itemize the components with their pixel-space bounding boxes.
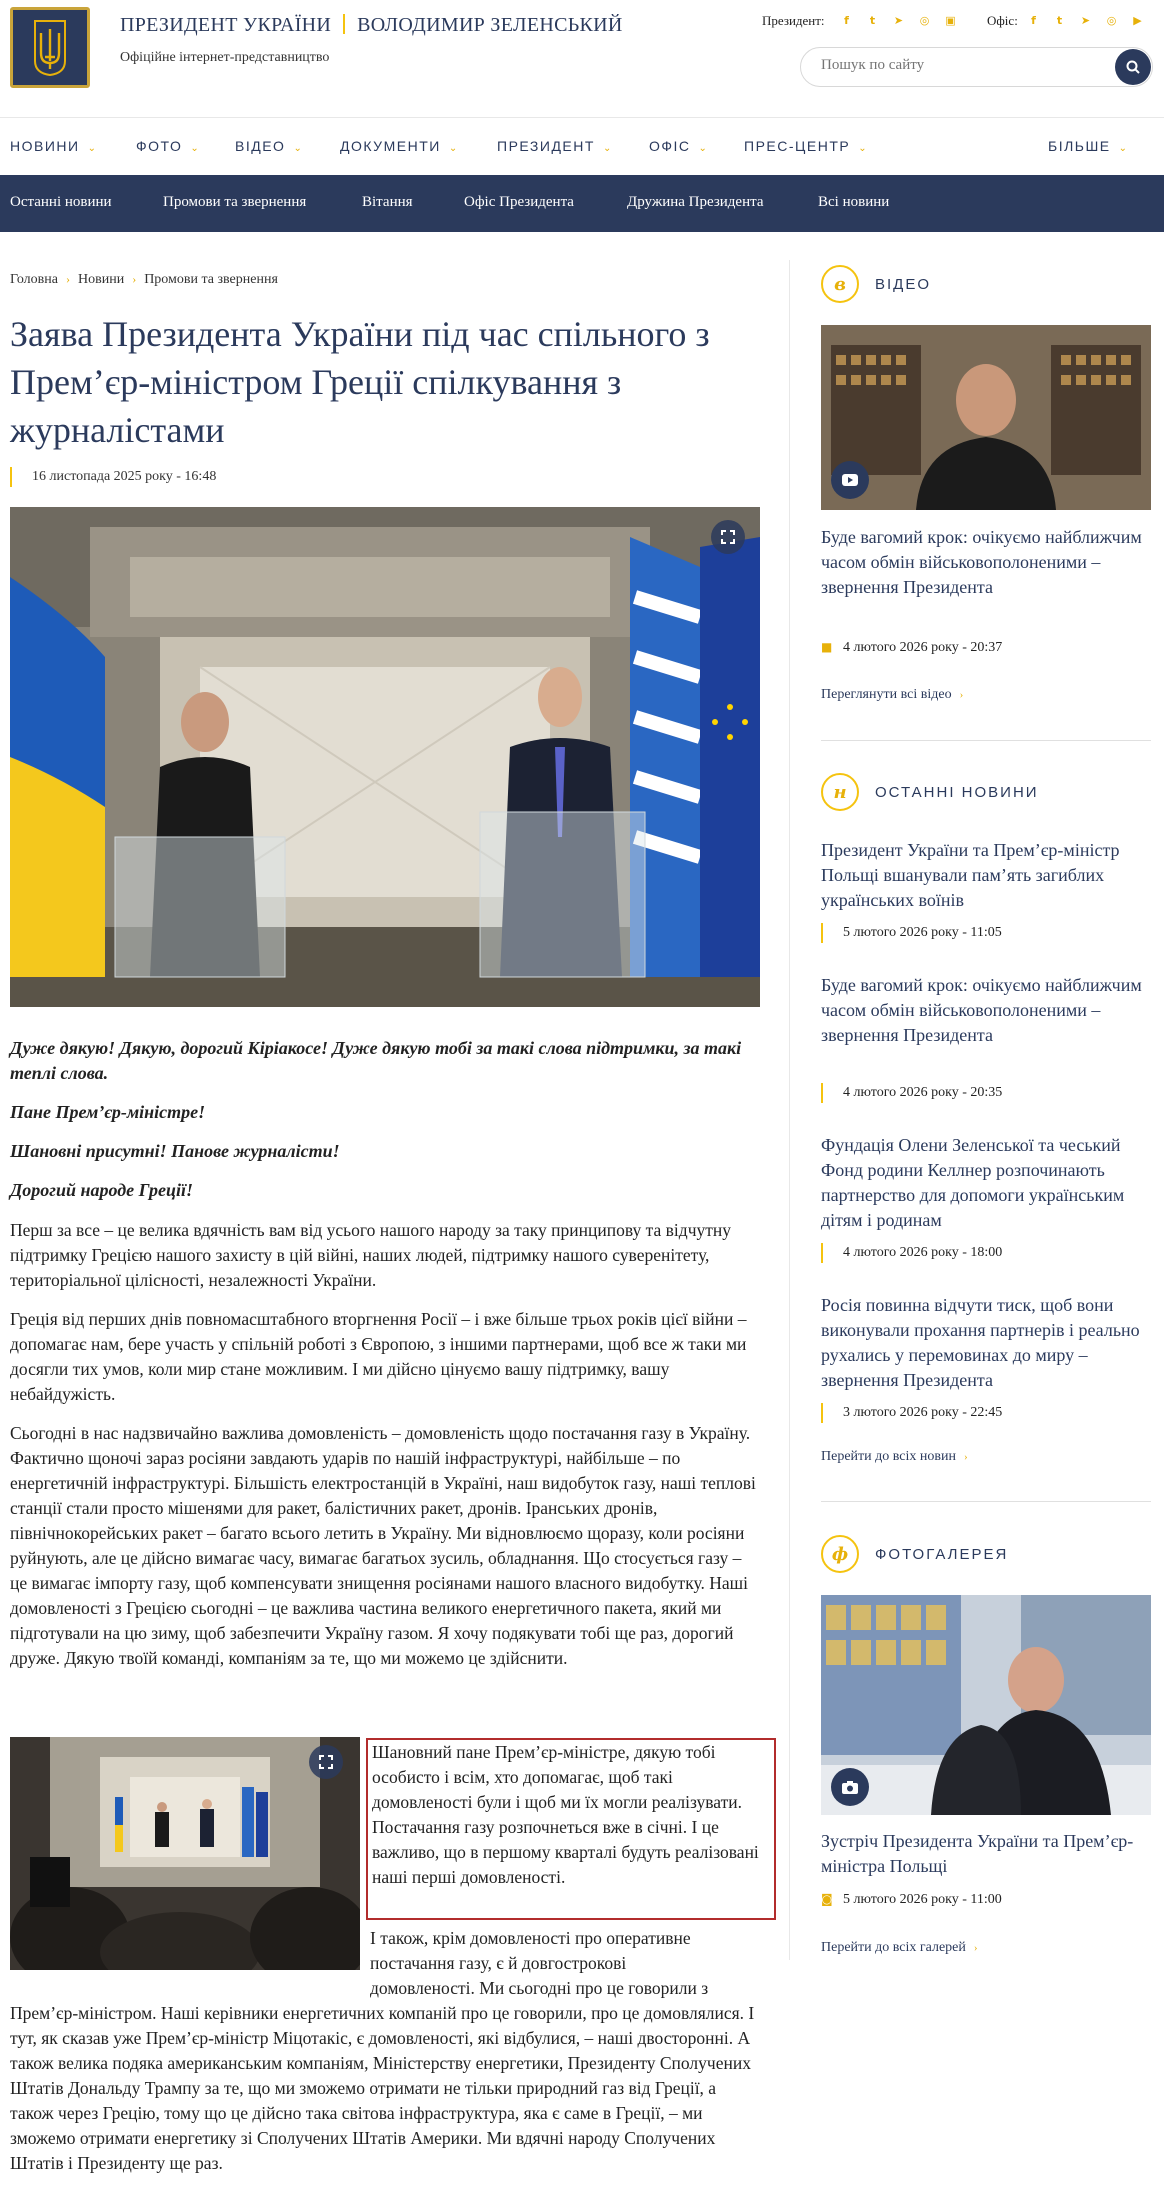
telegram-icon[interactable]: ➤ xyxy=(1080,14,1091,27)
search-bar xyxy=(800,47,1153,87)
sidebar-video-thumbnail[interactable] xyxy=(821,325,1151,510)
facebook-icon[interactable]: f xyxy=(844,14,849,27)
facebook-icon[interactable]: f xyxy=(1031,14,1036,27)
breadcrumb-current[interactable]: Промови та звернення xyxy=(144,272,278,287)
breadcrumb-news[interactable]: Новини xyxy=(77,272,125,287)
chevron-right-icon: › xyxy=(973,1942,978,1954)
article-paragraph: Перш за все – це велика вдячність вам від усього нашого народу за таку принципову та відчутну підтримку Грецією нашого захисту в цій війні, наших людей, підтримку нашого суверенітету, територіальної цілісності, незалежності України. xyxy=(10,1220,732,1290)
sidebar-video-date: ■ 4 лютого 2026 року - 20:37 xyxy=(821,637,1002,657)
breadcrumb-home[interactable]: Головна xyxy=(10,272,58,287)
all-news-link[interactable]: Перейти до всіх новин › xyxy=(821,1449,968,1464)
office-social-label: Офіс: xyxy=(987,13,1018,28)
subnav-first-lady[interactable]: Дружина Президента xyxy=(627,194,764,210)
expand-icon[interactable] xyxy=(711,520,745,554)
lead-address-people: Дорогий народе Греції! xyxy=(10,1180,194,1200)
chevron-right-icon: › xyxy=(959,689,964,701)
sidebar-gallery-heading: ФОТОГАЛЕРЕЯ xyxy=(875,1546,1009,1563)
sidebar-news-heading: ОСТАННІ НОВИНИ xyxy=(875,784,1039,801)
sidebar-news-title[interactable]: Буде вагомий крок: очікуємо найближчим часом обмін військовополоненими – звернення Президента xyxy=(821,975,1142,1045)
sidebar-gallery-date: ◙ 5 лютого 2026 року - 11:00 xyxy=(821,1889,1002,1909)
chevron-down-icon: ⌄ xyxy=(190,143,201,154)
chevron-down-icon: ⌄ xyxy=(602,143,613,154)
video-camera-icon: ■ xyxy=(821,640,833,654)
lead-address-audience: Шановні присутні! Панове журналісти! xyxy=(10,1141,340,1161)
search-icon xyxy=(1126,60,1140,74)
sidebar-gallery-thumbnail[interactable] xyxy=(821,1595,1151,1815)
sidebar-separator xyxy=(821,1501,1151,1502)
youtube-icon[interactable] xyxy=(831,461,869,499)
site-title-right: ВОЛОДИМИР ЗЕЛЕНСЬКИЙ xyxy=(357,14,623,36)
subnav-president-office[interactable]: Офіс Президента xyxy=(464,194,574,210)
instagram-icon[interactable]: ◎ xyxy=(919,14,930,27)
chevron-down-icon: ⌄ xyxy=(858,143,869,154)
twitter-icon[interactable]: t xyxy=(1056,14,1063,27)
site-subtitle: Офіційне інтернет-представництво xyxy=(120,50,330,65)
nav-item-president[interactable]: ПРЕЗИДЕНТ ⌄ xyxy=(497,138,613,154)
nav-item-documents[interactable]: ДОКУМЕНТИ ⌄ xyxy=(340,138,459,154)
video-thumbnail-image xyxy=(821,325,1151,510)
office-social-icons xyxy=(1026,13,1145,28)
coat-of-arms-logo[interactable] xyxy=(10,7,90,88)
sidebar-separator xyxy=(821,740,1151,741)
highlighted-paragraph: Шановний пане Прем’єр-міністре, дякую тобі особисто і всім, хто допомагає, щоб такі домовленості були і щоб ми їх могли реалізувати. Постачання газу розпочнеться вже в січні. І це важливо, що в першому кварталі будуть реалізовані наші перші домовленості. xyxy=(366,1738,776,1920)
site-title-left: ПРЕЗИДЕНТ УКРАЇНИ xyxy=(120,14,332,36)
subnav-latest-news[interactable]: Останні новини xyxy=(10,194,112,210)
chevron-down-icon: ⌄ xyxy=(698,143,709,154)
sidebar-video-title[interactable]: Буде вагомий крок: очікуємо найближчим часом обмін військовополоненими – звернення Президента xyxy=(821,527,1142,597)
article-paragraph: Греція від перших днів повномасштабного вторгнення Росії – і вже більше трьох років цієї війни – допомагає нам, бере участь у спільній роботі з Європою, з іншими партнерами, щоб все ж таки ми досягли тих умов, коли мир стане можливим. І ми дійсно цінуємо вашу підтримку, вашу небайдужість. xyxy=(10,1309,747,1404)
leaders-at-podiums-image xyxy=(10,507,760,1007)
subnav-greetings[interactable]: Вітання xyxy=(362,194,413,210)
video-badge-icon: в xyxy=(821,265,859,303)
chevron-right-icon: › xyxy=(132,272,137,286)
nav-item-news[interactable]: НОВИНИ ⌄ xyxy=(10,138,98,154)
sidebar-news-date: 3 лютого 2026 року - 22:45 xyxy=(821,1403,1002,1423)
sidebar-news-title[interactable]: Фундація Олени Зеленської та чеський Фонд родини Келлнер розпочинають партнерство для допомоги українським дітям і родинам xyxy=(821,1135,1125,1230)
camera-icon[interactable] xyxy=(831,1768,869,1806)
article-paragraph-wrap-line: постачання газу, є й довгострокові xyxy=(370,1953,627,1973)
chevron-down-icon: ⌄ xyxy=(1118,143,1129,154)
expand-icon[interactable] xyxy=(309,1745,343,1779)
search-button[interactable] xyxy=(1115,49,1151,85)
news-badge-icon: н xyxy=(821,773,859,811)
instagram-icon[interactable]: ◎ xyxy=(1106,14,1117,27)
gallery-thumbnail-image xyxy=(821,1595,1151,1815)
article-date: 16 листопада 2025 року - 16:48 xyxy=(10,467,216,487)
subnav-speeches[interactable]: Промови та звернення xyxy=(163,194,307,210)
president-social-icons xyxy=(839,13,958,28)
sub-nav xyxy=(0,175,1164,232)
sidebar-news-title[interactable]: Президент України та Прем’єр-міністр Польщі вшанували пам’ять загиблих українських воїнів xyxy=(821,840,1120,910)
sidebar-news-date: 4 лютого 2026 року - 18:00 xyxy=(821,1243,1002,1263)
main-nav xyxy=(0,118,1164,175)
article-paragraph-wrap-line: домовленості. Ми сьогодні про це говорили з xyxy=(370,1978,709,1998)
press-conference-image xyxy=(10,1737,360,1970)
video-channel-icon[interactable]: ▣ xyxy=(945,14,956,27)
chevron-right-icon: › xyxy=(65,272,70,286)
article-paragraph-wrap-line: І також, крім домовленості про оперативне xyxy=(370,1928,691,1948)
subnav-all-news[interactable]: Всі новини xyxy=(818,194,890,210)
nav-item-press-center[interactable]: ПРЕС-ЦЕНТР ⌄ xyxy=(744,138,869,154)
all-videos-link[interactable]: Переглянути всі відео › xyxy=(821,687,964,702)
telegram-icon[interactable]: ➤ xyxy=(893,14,904,27)
sidebar-news-date: 4 лютого 2026 року - 20:35 xyxy=(821,1083,1002,1103)
sidebar-news-title[interactable]: Росія повинна відчути тиск, щоб вони виконували прохання партнерів і реально рухались у перемовинах до миру – звернення Президента xyxy=(821,1295,1140,1390)
chevron-right-icon: › xyxy=(963,1451,968,1463)
chevron-down-icon: ⌄ xyxy=(87,143,98,154)
article-main-photo[interactable] xyxy=(10,507,760,1007)
youtube-icon[interactable]: ▶ xyxy=(1133,14,1142,27)
president-social-label: Президент: xyxy=(762,13,825,28)
sidebar-gallery-title[interactable]: Зустріч Президента України та Прем’єр-міністра Польщі xyxy=(821,1831,1134,1876)
article-paragraph: Прем’єр-міністром. Наші керівники енергетичних компаній про це говорили, про це домовлялися. І тут, як сказав уже Прем’єр-міністр Міцотакіс, є домовленості, які відбулися, – наші двосторонні. А також велика подяка американським компаніям, Міністерству енергетики, Президенту Сполучених Штатів Дональду Трампу за те, що ми зможемо отримати не тільки природний газ від Греції, а також через Грецію, тому що це дійсно така світова інфраструктура, яка є саме в Греції, – ми зможемо отримати енергетику зі Сполучених Штатів Америки. Ми вдячні народу Сполучених Штатів і Президенту ще раз. xyxy=(10,2003,755,2173)
sidebar-divider xyxy=(789,260,790,1960)
nav-item-more[interactable]: БІЛЬШЕ ⌄ xyxy=(1048,138,1129,154)
twitter-icon[interactable]: t xyxy=(869,14,876,27)
article-paragraph: Сьогодні в нас надзвичайно важлива домовленість – домовленість щодо постачання газу в Україну. Фактично щоночі зараз росіяни завдають ударів по нашій інфраструктурі, найбільше – по енергетичній інфраструктурі. Більшість електростанцій в Україні, наш видобуток газу, наші теплові станції стали просто мішенями для ракет, балістичних ракет, дронів. Іранських дронів, північнокорейських ракет – багато всього летить в Україну. Ми відновлюємо щоразу, коли росіяни руйнують, але це дійсно вимагає часу, вимагає багатьох зусиль, обладнання. Що стосується газу – це вимагає імпорту газу, щоб компенсувати знищення росіянами нашого власного видобутку. Наші домовленості з Грецією сьогодні – це важлива частина великого енергетичного пакета, який ми підготували на цю зиму, щоб забезпечити Україну газом. Я хочу подякувати тобі ще раз, дорогий друже. Дякую твоїй команді, компаніям за те, що ми можемо це здійснити. xyxy=(10,1423,756,1668)
site-header xyxy=(0,0,1164,118)
nav-item-photo[interactable]: ФОТО ⌄ xyxy=(136,138,201,154)
sidebar-news-date: 5 лютого 2026 року - 11:05 xyxy=(821,923,1002,943)
nav-item-office[interactable]: ОФІС ⌄ xyxy=(649,138,709,154)
site-title[interactable] xyxy=(120,14,623,37)
breadcrumb xyxy=(10,272,278,288)
nav-item-video[interactable]: ВІДЕО ⌄ xyxy=(235,138,304,154)
page-title: Заява Президента України під час спільного з Прем’єр-міністром Греції спілкування з журналістами xyxy=(10,314,710,450)
search-input[interactable] xyxy=(821,57,1101,74)
chevron-down-icon: ⌄ xyxy=(293,143,304,154)
sidebar-video-heading: ВІДЕО xyxy=(875,276,932,293)
article-inline-photo[interactable] xyxy=(10,1737,360,1970)
chevron-down-icon: ⌄ xyxy=(448,143,459,154)
lead-greeting: Дуже дякую! Дякую, дорогий Кіріакосе! Дуже дякую тобі за такі слова підтримки, за такі теплі слова. xyxy=(10,1038,742,1083)
lead-address-pm: Пане Прем’єр-міністре! xyxy=(10,1102,206,1122)
gallery-badge-icon: ф xyxy=(821,1535,859,1573)
all-galleries-link[interactable]: Перейти до всіх галерей › xyxy=(821,1940,978,1955)
camera-icon: ◙ xyxy=(821,1892,833,1906)
